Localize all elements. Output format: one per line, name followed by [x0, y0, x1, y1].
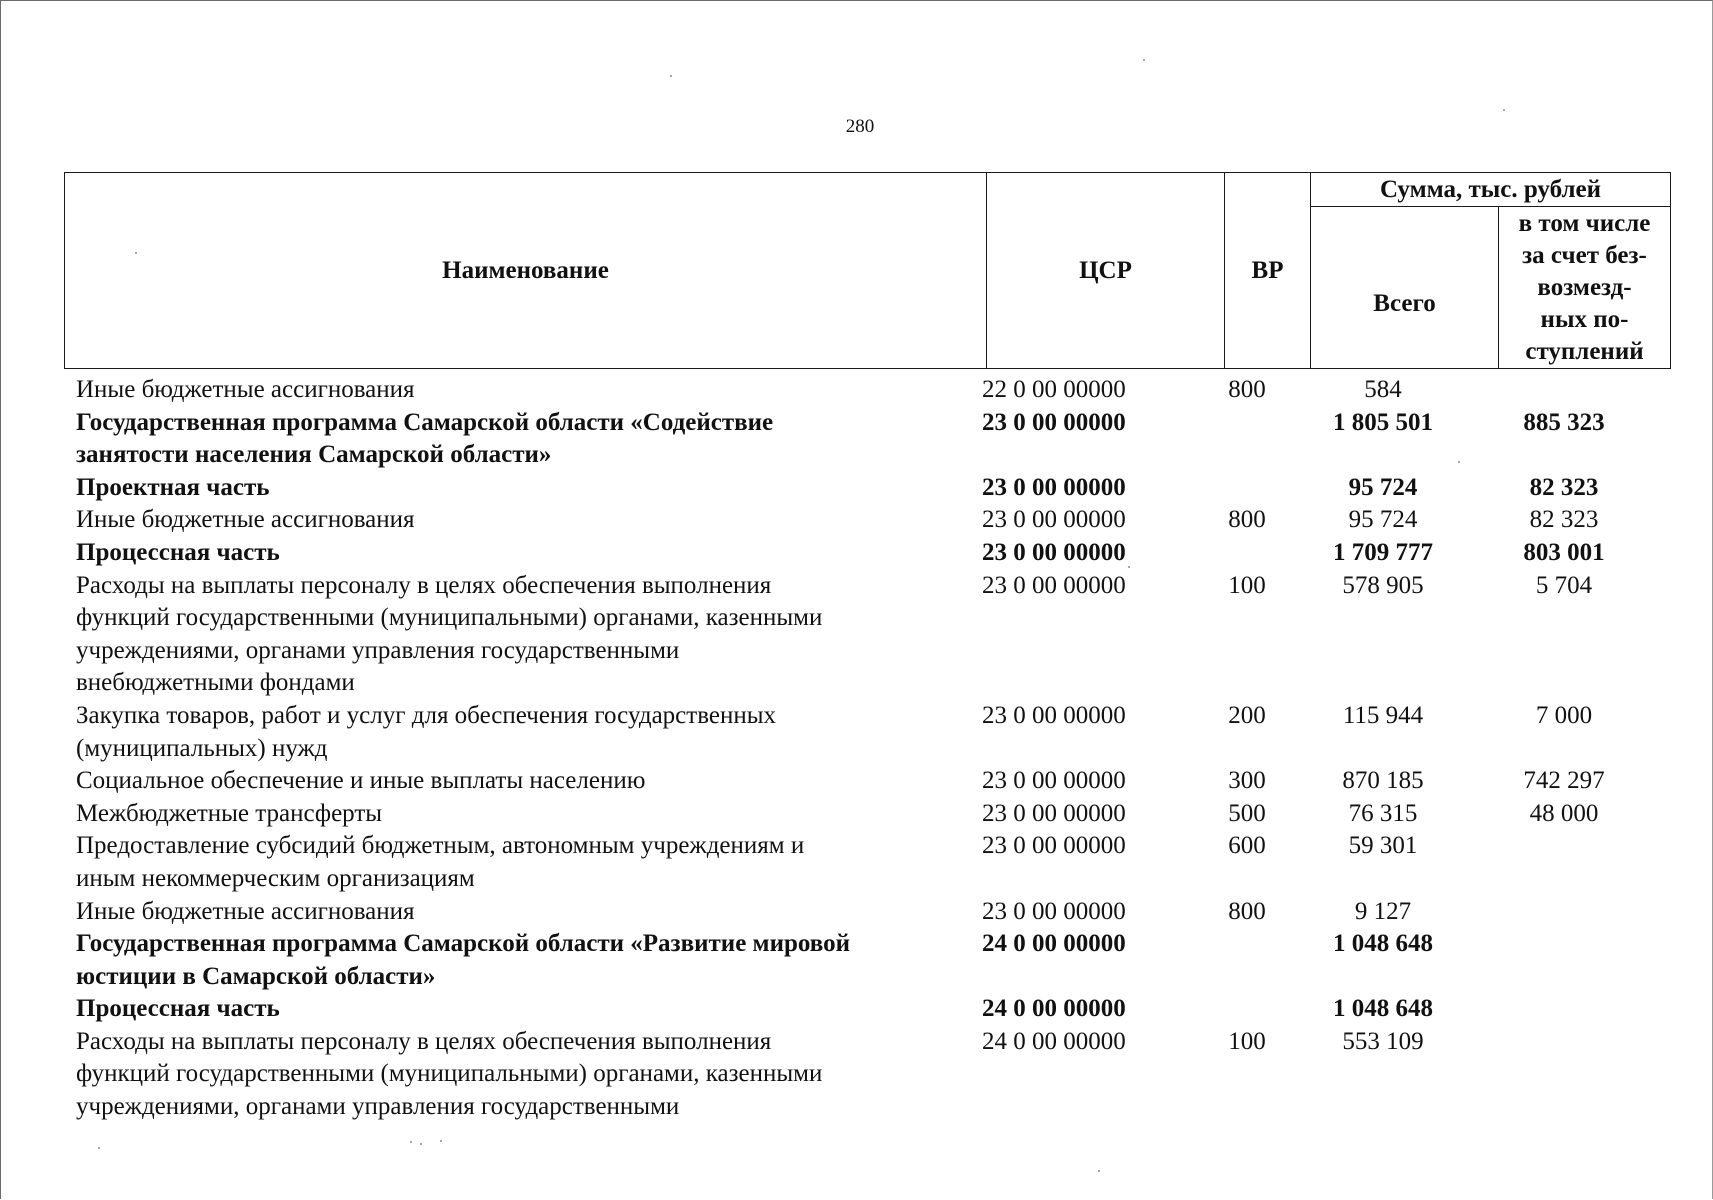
row-name-line: (муниципальных) нужд: [76, 734, 328, 762]
row-csr: 23 0 00 00000: [982, 473, 1126, 501]
row-incl: [1476, 896, 1652, 929]
row-csr: 23 0 00 00000: [982, 897, 1126, 925]
table-row: [64, 1026, 1694, 1124]
row-vr: 800: [1228, 897, 1266, 925]
row-csr: 24 0 00 00000: [982, 995, 1126, 1023]
row-total: 59 301: [1348, 832, 1418, 860]
row-incl: [1476, 928, 1652, 993]
row-vr: 200: [1228, 701, 1266, 729]
table-row: [64, 700, 1694, 765]
row-name: [64, 798, 968, 831]
row-name-line: учреждениями, органами управления государственными: [76, 1093, 680, 1121]
row-incl: 885 323: [1523, 408, 1605, 436]
header-incl-line: ступлений: [1525, 338, 1644, 365]
row-name-line: функций государственными (муниципальными) органами, казенными: [76, 604, 823, 632]
table-row: [64, 504, 1694, 537]
row-total: 9 127: [1354, 897, 1412, 925]
table-row: [64, 896, 1694, 929]
table-row: [64, 537, 1694, 570]
row-name: [64, 537, 968, 570]
row-name-line: Иные бюджетные ассигнования: [76, 376, 415, 403]
row-incl: [1476, 1026, 1652, 1124]
header-total: Всего: [1311, 207, 1499, 369]
row-name: [64, 472, 968, 505]
row-total: 584: [1364, 376, 1402, 403]
row-name: [64, 570, 968, 700]
row-name-line: Расходы на выплаты персоналу в целях обеспечения выполнения: [76, 1027, 772, 1055]
row-total: 1 709 777: [1333, 538, 1433, 566]
row-incl: 803 001: [1523, 538, 1605, 566]
row-vr: 500: [1228, 799, 1266, 827]
row-total: 76 315: [1348, 799, 1418, 827]
row-name-line: Социальное обеспечение и иные выплаты населению: [76, 767, 646, 795]
table-row: [64, 928, 1694, 993]
row-name-line: внебюджетными фондами: [76, 669, 355, 697]
row-total: 1 048 648: [1333, 930, 1433, 958]
row-total: 578 905: [1342, 571, 1424, 599]
row-incl: 82 323: [1529, 506, 1599, 534]
row-name-line: занятости населения Самарской области»: [76, 441, 552, 469]
row-vr: [1204, 993, 1290, 1026]
row-total: 115 944: [1342, 701, 1424, 729]
row-csr: 24 0 00 00000: [982, 1027, 1126, 1055]
row-vr: [1204, 472, 1290, 505]
row-total: 95 724: [1348, 506, 1418, 534]
table-row: [64, 993, 1694, 1026]
row-name-line: юстиции в Самарской области»: [76, 962, 436, 990]
row-incl: 48 000: [1529, 799, 1599, 827]
row-name-line: Проектная часть: [76, 473, 270, 501]
row-csr: 23 0 00 00000: [982, 701, 1126, 729]
row-csr: 23 0 00 00000: [982, 799, 1126, 827]
row-csr: 23 0 00 00000: [982, 832, 1126, 860]
header-incl-line: ных по-: [1540, 306, 1629, 333]
row-name-line: Иные бюджетные ассигнования: [76, 506, 415, 534]
header-incl-line: возмезд-: [1537, 274, 1632, 301]
row-name-line: Процессная часть: [76, 995, 280, 1023]
table-row: [64, 798, 1694, 831]
row-name-line: Расходы на выплаты персоналу в целях обеспечения выполнения: [76, 571, 772, 599]
row-name-line: Государственная программа Самарской области «Развитие мировой: [76, 930, 850, 958]
header-incl-line: за счет без-: [1522, 242, 1647, 269]
row-name-line: Иные бюджетные ассигнования: [76, 897, 415, 925]
row-name: [64, 765, 968, 798]
row-vr: [1204, 407, 1290, 472]
table-row: [64, 570, 1694, 700]
header-incl: [1499, 207, 1671, 369]
page-number: 280: [845, 116, 875, 137]
row-incl: [1476, 993, 1652, 1026]
row-incl: 5 704: [1535, 571, 1593, 599]
row-vr: [1204, 537, 1290, 570]
row-csr: 23 0 00 00000: [982, 571, 1126, 599]
table-row: [64, 830, 1694, 895]
table-header: [64, 172, 1671, 369]
row-vr: [1204, 928, 1290, 993]
row-csr: 23 0 00 00000: [982, 408, 1126, 436]
row-vr: 800: [1228, 376, 1266, 403]
row-name: [64, 896, 968, 929]
table-row: [64, 407, 1694, 472]
row-incl: 7 000: [1535, 701, 1593, 729]
row-name-line: Государственная программа Самарской области «Содействие: [76, 408, 774, 436]
table-body: [64, 374, 1694, 1124]
row-name-line: иным некоммерческим организациям: [76, 864, 475, 892]
row-name-line: учреждениями, органами управления государственными: [76, 636, 680, 664]
row-name: [64, 374, 968, 407]
row-name: [64, 700, 968, 765]
row-name-line: Предоставление субсидий бюджетным, автономным учреждениям и: [76, 832, 805, 860]
row-name-line: Процессная часть: [76, 538, 280, 566]
row-vr: 800: [1228, 506, 1266, 534]
row-csr: 23 0 00 00000: [982, 538, 1126, 566]
header-incl-line: в том числе: [1518, 210, 1651, 237]
row-name-line: Межбюджетные трансферты: [76, 799, 383, 827]
row-vr: 100: [1228, 1027, 1266, 1055]
row-total: 553 109: [1342, 1027, 1424, 1055]
row-name: [64, 830, 968, 895]
table-row: [64, 765, 1694, 798]
row-total: 1 048 648: [1333, 995, 1433, 1023]
row-incl: 742 297: [1523, 767, 1605, 795]
row-name: [64, 407, 968, 472]
row-total: 1 805 501: [1333, 408, 1433, 436]
row-name: [64, 1026, 968, 1124]
row-csr: 24 0 00 00000: [982, 930, 1126, 958]
row-total: 870 185: [1342, 767, 1424, 795]
row-vr: 600: [1228, 832, 1266, 860]
header-csr: ЦСР: [987, 173, 1225, 369]
row-name-line: Закупка товаров, работ и услуг для обеспечения государственных: [76, 701, 777, 729]
row-total: 95 724: [1348, 473, 1418, 501]
row-vr: 300: [1228, 767, 1266, 795]
row-csr: 23 0 00 00000: [982, 506, 1126, 534]
row-incl: 82 323: [1529, 473, 1599, 501]
header-name: Наименование: [65, 173, 987, 369]
row-csr: 23 0 00 00000: [982, 767, 1126, 795]
row-name: [64, 928, 968, 993]
row-name: [64, 993, 968, 1026]
table-row: [64, 472, 1694, 505]
row-name-line: функций государственными (муниципальными) органами, казенными: [76, 1060, 823, 1088]
row-name: [64, 504, 968, 537]
header-sum-title: Сумма, тыс. рублей: [1311, 173, 1671, 207]
row-incl: [1476, 374, 1652, 407]
row-incl: [1476, 830, 1652, 895]
table-row: [64, 374, 1694, 407]
row-csr: 22 0 00 00000: [982, 376, 1126, 403]
header-vr: ВР: [1225, 173, 1311, 369]
row-vr: 100: [1228, 571, 1266, 599]
